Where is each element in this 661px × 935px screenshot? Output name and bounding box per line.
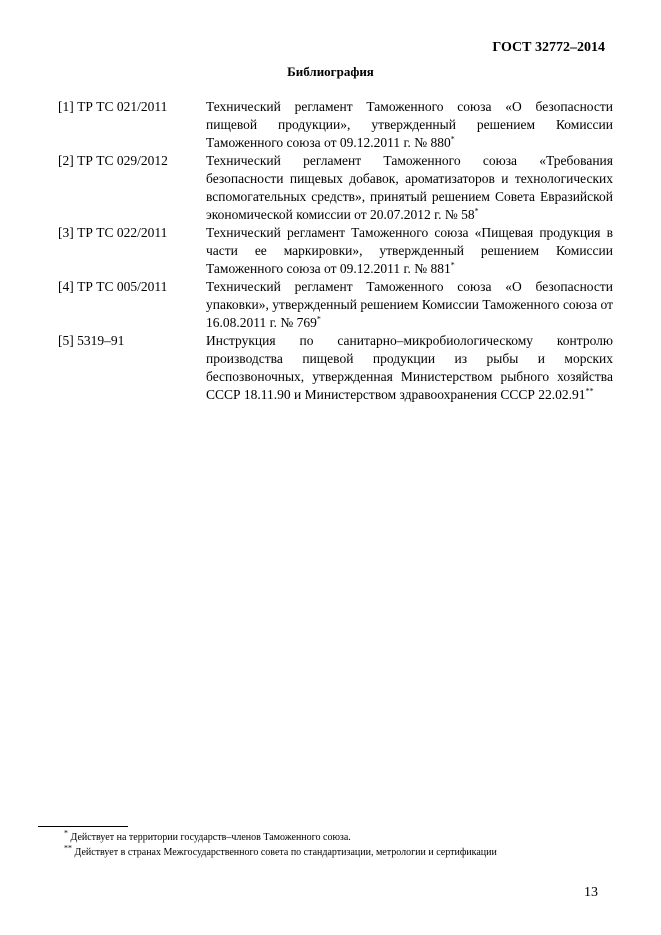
entry-ref: [2] ТР ТС 029/2012 (58, 153, 168, 168)
footnotes (64, 830, 497, 860)
entry-footnote-mark: * (450, 134, 455, 144)
bibliography-entry (58, 98, 613, 152)
entry-ref: [5] 5319–91 (58, 333, 125, 348)
entry-text-block (206, 152, 613, 224)
entry-text: Технический регламент Таможенного союза «О безопасности пищевой продукции», утвержденный решением Комиссии Таможенного союза от 09.12.2011 г. № 880 (206, 99, 613, 150)
footnote (64, 830, 497, 845)
doc-code: ГОСТ 32772–2014 (492, 40, 605, 55)
bibliography-entry (58, 278, 613, 332)
entry-text-block (206, 224, 613, 278)
entry-footnote-mark: ** (585, 386, 594, 396)
footnote (64, 845, 497, 860)
bibliography-entry (58, 224, 613, 278)
entry-ref: [4] ТР ТС 005/2011 (58, 279, 168, 294)
entry-text-block (206, 332, 613, 404)
entry-text: Технический регламент Таможенного союза «Пищевая продукция в части ее маркировки», утвержденный решением Комиссии Таможенного союза от 09.12.2011 г. № 881 (206, 225, 613, 276)
entry-text: Инструкция по санитарно–микробиологическому контролю производства пищевой продукции из рыбы и морских беспозвоночных, утвержденная Министерством рыбного хозяйства СССР 18.11.90 и Министерством здравоохранения СССР 22.02.91 (206, 333, 613, 402)
entry-footnote-mark: * (474, 206, 479, 216)
entry-text-block (206, 278, 613, 332)
entry-ref: [3] ТР ТС 022/2011 (58, 225, 168, 240)
entry-text: Технический регламент Таможенного союза «О безопасности упаковки», утвержденный решением Комиссии Таможенного союза от 16.08.2011 г. № 769 (206, 279, 613, 330)
footnote-divider (38, 826, 128, 827)
entry-ref: [1] ТР ТС 021/2011 (58, 99, 168, 114)
entry-footnote-mark: * (316, 314, 321, 324)
footnote-mark: ** (64, 843, 72, 853)
footnote-text: Действует в странах Межгосударственного совета по стандартизации, метрологии и сертификации (72, 847, 497, 858)
footnote-mark: * (64, 828, 68, 838)
entry-text: Технический регламент Таможенного союза «Требования безопасности пищевых добавок, ароматизаторов и технологических вспомогательных средств», принятый решением Совета Евразийской экономической комиссии от 20.07.2012 г. № 58 (206, 153, 613, 222)
page-number: 13 (584, 885, 598, 900)
entry-footnote-mark: * (450, 260, 455, 270)
footnote-text: Действует на территории государств–членов Таможенного союза. (68, 832, 351, 843)
bibliography-list (58, 98, 613, 404)
bibliography-entry (58, 332, 613, 404)
bibliography-entry (58, 152, 613, 224)
page-title: Библиография (287, 64, 374, 79)
entry-text-block (206, 98, 613, 152)
